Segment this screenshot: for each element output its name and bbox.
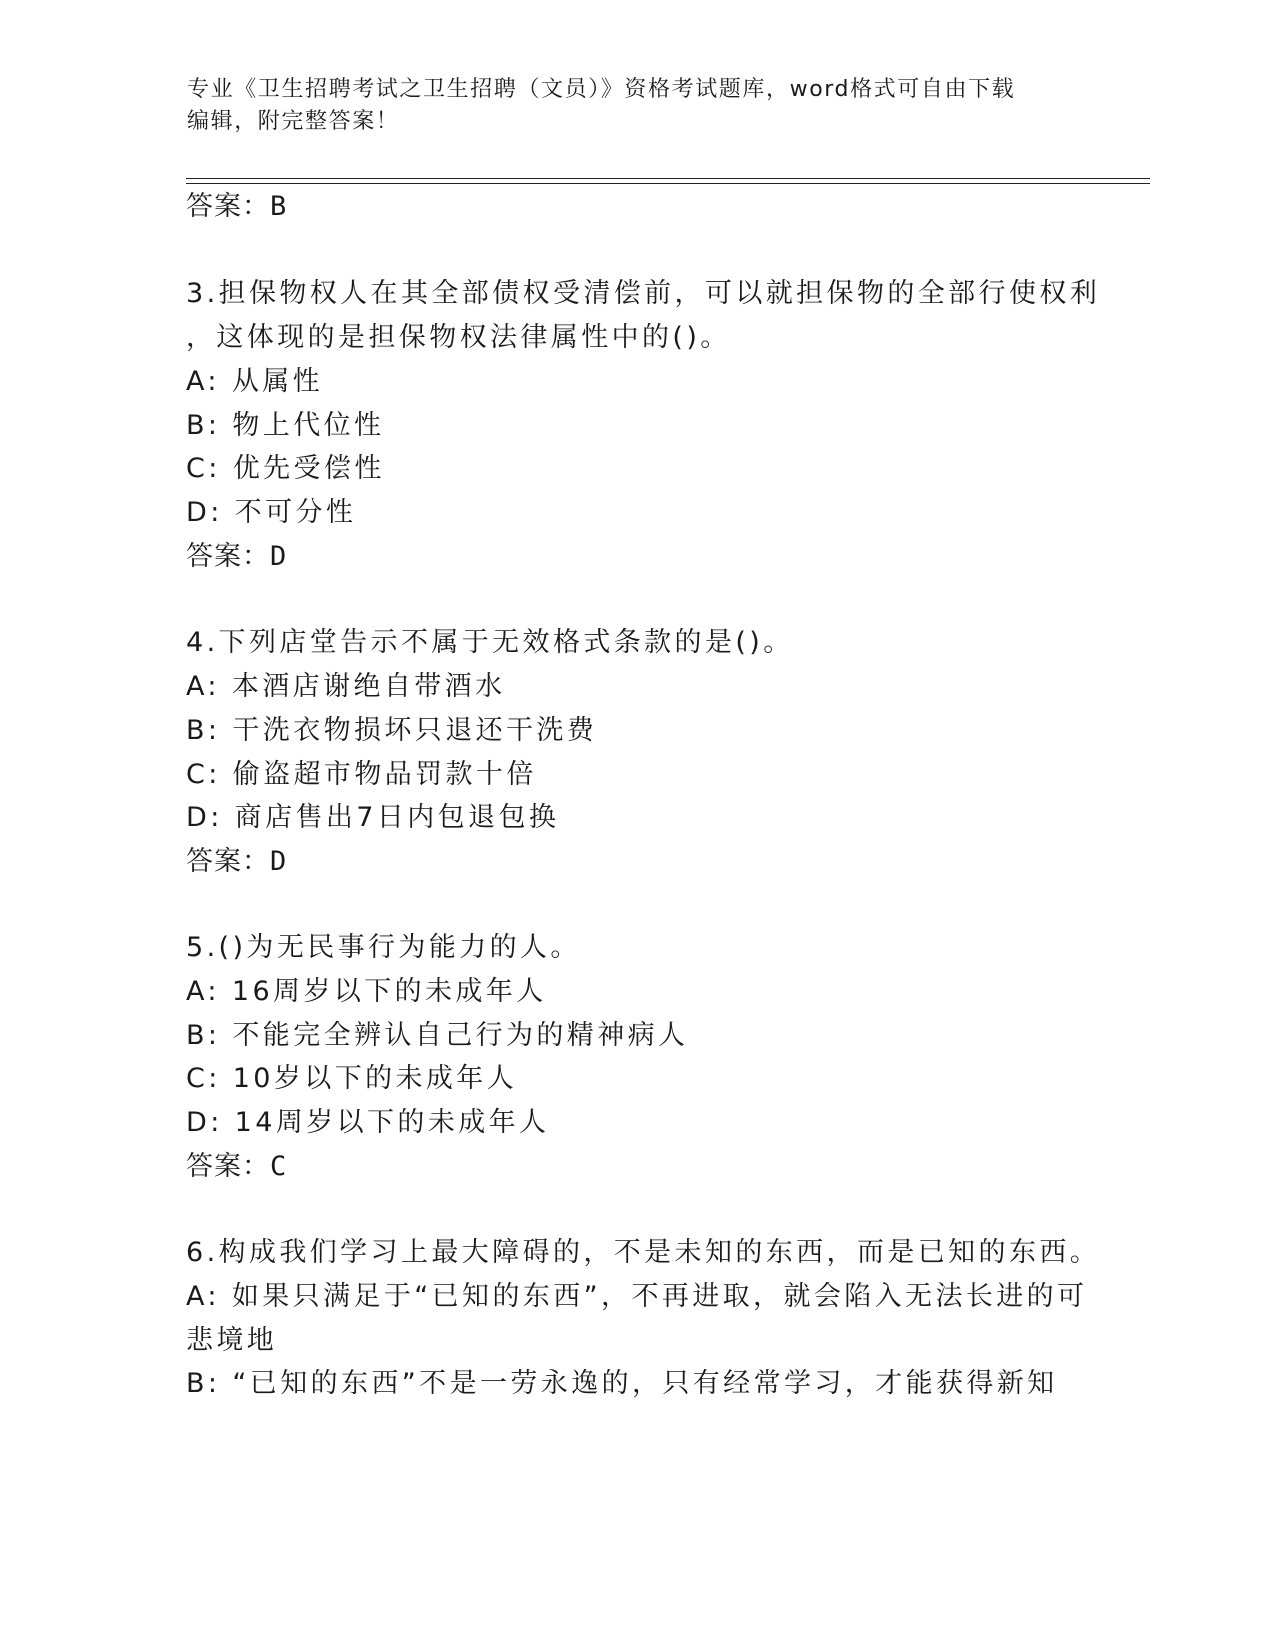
question-5-stem-line-1: 5.()为无民事行为能力的人。 bbox=[186, 932, 581, 963]
question-3-stem-line-2: ，这体现的是担保物权法律属性中的()。 bbox=[186, 322, 731, 353]
answer-label: 答案： bbox=[186, 191, 270, 222]
answer-value: D bbox=[270, 846, 288, 877]
answer-label: 答案： bbox=[186, 846, 270, 877]
question-6-option-b-line-1: B: “已知的东西”不是一劳永逸的，只有经常学习，才能获得新知 bbox=[186, 1368, 1058, 1399]
question-4-stem-line-1: 4.下列店堂告示不属于无效格式条款的是()。 bbox=[186, 627, 794, 658]
question-6-option-a-line-1: A: 如果只满足于“已知的东西”，不再进取，就会陷入无法长进的可 bbox=[186, 1281, 1088, 1312]
question-4-option-a: A: 本酒店谢绝自带酒水 bbox=[186, 671, 506, 702]
question-3-option-a: A: 从属性 bbox=[186, 366, 324, 397]
question-3-option-b: B: 物上代位性 bbox=[186, 410, 385, 441]
question-5-answer bbox=[186, 1150, 287, 1184]
question-5-option-d: D: 14周岁以下的未成年人 bbox=[186, 1107, 550, 1138]
question-6-option-a-line-2: 悲境地 bbox=[186, 1325, 278, 1356]
answer-label: 答案： bbox=[186, 541, 270, 572]
question-6-stem-line-1: 6.构成我们学习上最大障碍的，不是未知的东西，而是已知的东西。 bbox=[186, 1237, 1101, 1268]
question-3-option-c: C: 优先受偿性 bbox=[186, 453, 385, 484]
question-4-option-c: C: 偷盗超市物品罚款十倍 bbox=[186, 759, 537, 790]
answer-label: 答案： bbox=[186, 1151, 270, 1182]
answer-value: D bbox=[270, 541, 288, 572]
question-4-answer bbox=[186, 845, 287, 879]
header-line-2: 编辑，附完整答案！ bbox=[187, 109, 400, 134]
answer-previous bbox=[186, 190, 287, 224]
header-line-1: 专业《卫生招聘考试之卫生招聘（文员）》资格考试题库，word格式可自由下载 bbox=[187, 77, 1016, 102]
question-3-option-d: D: 不可分性 bbox=[186, 497, 357, 528]
question-5-option-a: A: 16周岁以下的未成年人 bbox=[186, 976, 547, 1007]
header-divider-bottom bbox=[186, 183, 1150, 184]
answer-value: C bbox=[270, 1151, 288, 1182]
question-5-option-b: B: 不能完全辨认自己行为的精神病人 bbox=[186, 1020, 689, 1051]
answer-value: B bbox=[270, 191, 288, 222]
question-5-option-c: C: 10岁以下的未成年人 bbox=[186, 1063, 518, 1094]
header-divider-top bbox=[186, 178, 1150, 179]
question-4-option-b: B: 干洗衣物损坏只退还干洗费 bbox=[186, 715, 598, 746]
question-4-option-d: D: 商店售出7日内包退包换 bbox=[186, 802, 560, 833]
document-header bbox=[187, 74, 1067, 138]
question-3-stem-line-1: 3.担保物权人在其全部债权受清偿前，可以就担保物的全部行使权利 bbox=[186, 278, 1101, 309]
question-3-answer bbox=[186, 540, 287, 574]
